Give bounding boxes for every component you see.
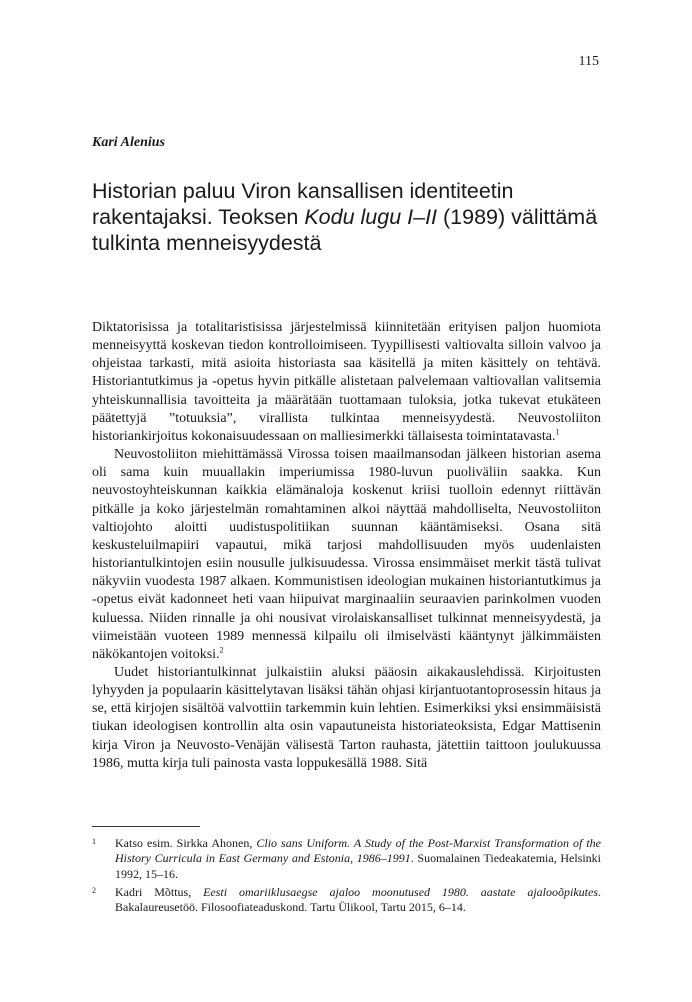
footnote-1-title: Clio sans Uniform. A Study of the Post-Marxist Transformation of the History Curricula in East Germany and Estonia, 1986–1991 bbox=[115, 836, 602, 866]
footnote-2 bbox=[92, 885, 601, 916]
footnote-1-pre: Katso esim. Sirkka Ahonen, bbox=[115, 836, 257, 850]
paragraph-3 bbox=[92, 664, 601, 773]
footnotes bbox=[92, 836, 601, 918]
article-title bbox=[92, 178, 612, 256]
footnote-2-pre: Kadri Mõttus, bbox=[115, 884, 204, 899]
title-part-2: (1989) välittämä tulkinta menneisyydestä bbox=[92, 205, 598, 255]
footnote-2-title: Eesti omariiklusaegse ajaloo moonutused 1980. aastate ajalooõpikutes bbox=[203, 884, 598, 899]
footnote-text-2 bbox=[115, 885, 601, 916]
footnote-ref-1[interactable]: 1 bbox=[555, 427, 560, 437]
page-number: 115 bbox=[578, 54, 599, 69]
paragraph-2 bbox=[92, 446, 601, 664]
paragraph-1-text: Diktatorisissa ja totalitaristisissa järjestelmissä kiinnitetään erityisen paljon huomiota menneisyyttä koskevan tiedon kontrolloimiseen. Tyypillisesti valtiovalta silloin valvoo ja ohjeistaa tarkasti, mitä asioita historiasta saa käsitellä ja miten käsittely on tehtävä. Historiantutkimus ja -opetus hyvin pitkälle alistetaan palvelemaan valtiovallan valitsemia yhteiskunnallisia tavoitteita ja määrätään tuottamaan tuloksia, jotka tukevat etukäteen päätettyjä ”totuuksia”, virallista tulkintaa menneisyydestä. Neuvostoliiton historiankirjoitus kokonaisuudessaan on malliesimerkki tällaisesta toimintatavasta. bbox=[92, 320, 601, 444]
paragraph-3-text: Uudet historiantulkinnat julkaistiin aluksi pääosin aikakauslehdissä. Kirjoitusten lyhyyden ja populaarin käsittelytavan lisäksi tähän ohjasi kirjantuotantoprosessin hitaus ja se, että kirjojen sisältöä valvottiin tarkemmin kuin lehtien. Esimerkiksi yksi ensimmäisistä tiukan ideologisen kontrollin alta osin vapautuneista historiateoksista, Edgar Mattisenin kirja Viron ja Neuvosto-Venäjän välisestä Tarton rauhasta, jätettiin taittoon joulukuussa 1986, mutta kirja tuli painosta vasta loppukesällä 1988. Sitä bbox=[92, 664, 601, 771]
footnote-text-1 bbox=[115, 836, 601, 882]
paragraph-2-text: Neuvostoliiton miehittämässä Virossa toisen maailmansodan jälkeen historian asema oli sama kuin muuallakin imperiumissa 1980-luvun puoliväliin saakka. Kun neuvostoyhteiskunnan kaikkia elämänaloja koskenut kriisi tuolloin edennyt riittävän pitkälle ja koko järjestelmän romahtaminen alkoi näyttää mahdolliselta, Neuvostoliiton valtiojohto aloitti uudistuspolitiikan suunnan kääntämiseksi. Osana sitä keskusteluilmapiiri vapautui, mikä tarjosi mahdollisuuden myös uudenlaisten historiantulkintojen esiin nousulle julkisuudessa. Virossa ensimmäiset merkit tästä tulivat näkyviin vuodesta 1987 alkaen. Kommunistisen ideologian mukainen historiantutkimus ja -opetus eivät kadonneet heti vaan hiipuivat marginaaliin seuraavien parinkolmen vuoden kuluessa. Niiden rinnalle ja ohi nousivat virolaiskansalliset tulkinnat menneisyydestä, ja viimeistään vuoteen 1989 mennessä kilpailu oli ilmiselvästi kääntynyt jälkimmäisten näkökantojen voitoksi. bbox=[92, 447, 601, 662]
footnote-number-2: 2 bbox=[92, 885, 96, 895]
title-italic-work: Kodu lugu I–II bbox=[304, 205, 438, 229]
footnote-1-post: . Suomalainen Tiedeakatemia, Helsinki 1992, 15–16. bbox=[115, 851, 601, 881]
footnote-1 bbox=[92, 836, 601, 882]
footnote-2-post: . Bakalaureusetöö. Filosoofiateaduskond. Tartu Ülikool, Tartu 2015, 6–14. bbox=[115, 884, 601, 915]
footnote-number-1: 1 bbox=[92, 837, 96, 846]
footnote-divider bbox=[92, 826, 200, 827]
body-text bbox=[92, 319, 601, 773]
footnote-ref-2[interactable]: 2 bbox=[219, 645, 224, 655]
title-part-1: Historian paluu Viron kansallisen identiteetin rakentajaksi. Teoksen bbox=[92, 179, 514, 229]
paragraph-1 bbox=[92, 319, 601, 446]
author-name: Kari Alenius bbox=[92, 135, 166, 150]
